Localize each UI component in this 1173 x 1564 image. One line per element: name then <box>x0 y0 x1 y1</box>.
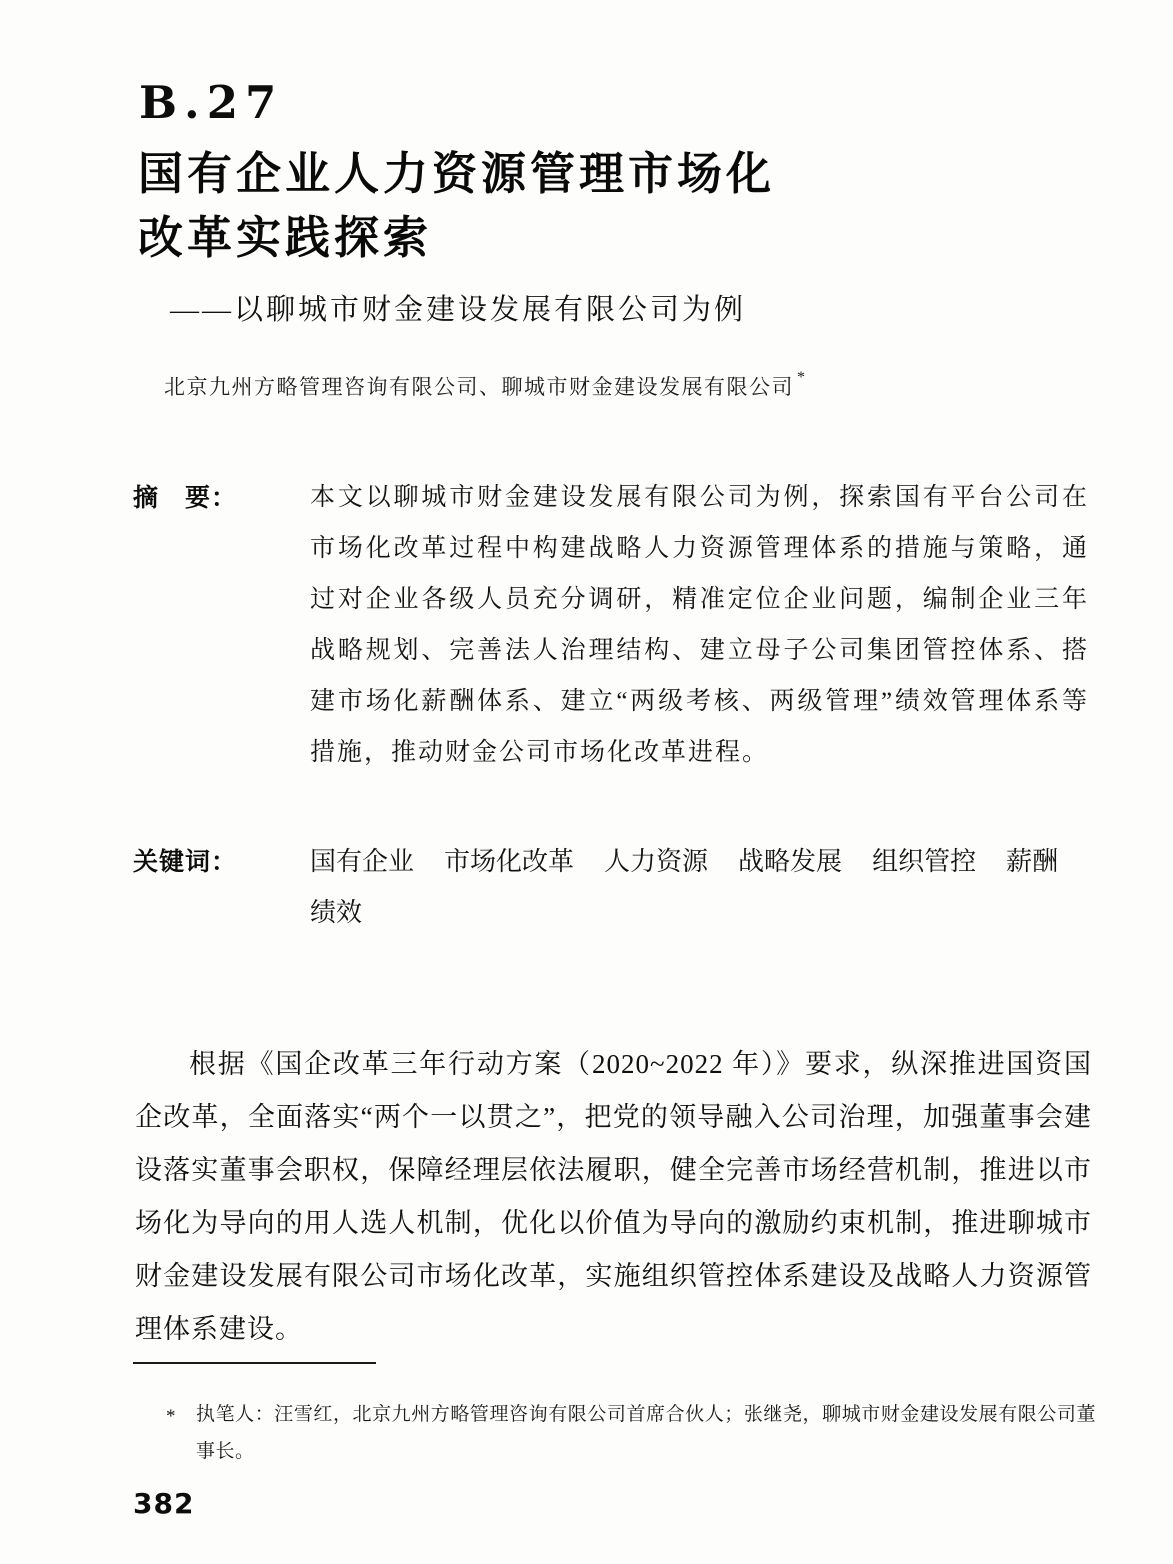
keywords-label: 关键词： <box>133 847 238 876</box>
article-title <box>138 142 1038 270</box>
keyword-item: 战略发展 <box>738 847 843 876</box>
keywords-list <box>310 836 1089 938</box>
body-paragraph: 根据《国企改革三年行动方案（2020~2022 年）》要求，纵深推进国资国企改革，全面落实“两个一以贯之”，把党的领导融入公司治理，加强董事会建设落实董事会职权，保障经理层依法履职，健全完善市场经营机制，推进以市场化为导向的用人选人机制，优化以价值为导向的激励约束机制，推进聊城市财金建设发展有限公司市场化改革，实施组织管控体系建设及战略人力资源管理体系建设。 <box>135 1049 1092 1344</box>
authors-line <box>164 371 807 401</box>
keywords-section <box>133 836 1089 938</box>
abstract-label: 摘 要： <box>133 483 238 512</box>
page-number: 382 <box>133 1487 195 1520</box>
footnote-divider <box>133 1362 376 1364</box>
article-title-line1: 国有企业人力资源管理市场化 <box>138 149 776 199</box>
abstract-section <box>133 472 1089 778</box>
footnote-text: 执笔人：汪雪红，北京九州方略管理咨询有限公司首席合伙人；张继尧，聊城市财金建设发展有限公司董事长。 <box>196 1404 1096 1462</box>
keyword-item: 国有企业 <box>310 847 415 876</box>
chapter-number: B.27 <box>139 76 284 129</box>
article-subtitle: ——以聊城市财金建设发展有限公司为例 <box>170 294 747 326</box>
keyword-item: 薪酬 <box>1006 847 1059 876</box>
keyword-item: 人力资源 <box>604 847 709 876</box>
article-title-line2: 改革实践探索 <box>138 213 433 263</box>
keyword-item: 组织管控 <box>872 847 977 876</box>
keyword-item: 绩效 <box>310 898 363 927</box>
abstract-text: 本文以聊城市财金建设发展有限公司为例，探索国有平台公司在市场化改革过程中构建战略人力资源管理体系的措施与策略，通过对企业各级人员充分调研，精准定位企业问题，编制企业三年战略规划、完善法人治理结构、建立母子公司集团管控体系、搭建市场化薪酬体系、建立“两级考核、两级管理”绩效管理体系等措施，推动财金公司市场化改革进程。 <box>310 484 1089 766</box>
authors-text: 北京九州方略管理咨询有限公司、聊城市财金建设发展有限公司 <box>164 375 794 399</box>
footnote <box>166 1396 1096 1470</box>
author-footnote-mark: * <box>797 369 807 386</box>
footnote-mark: * <box>166 1406 176 1427</box>
keyword-item: 市场化改革 <box>444 847 575 876</box>
